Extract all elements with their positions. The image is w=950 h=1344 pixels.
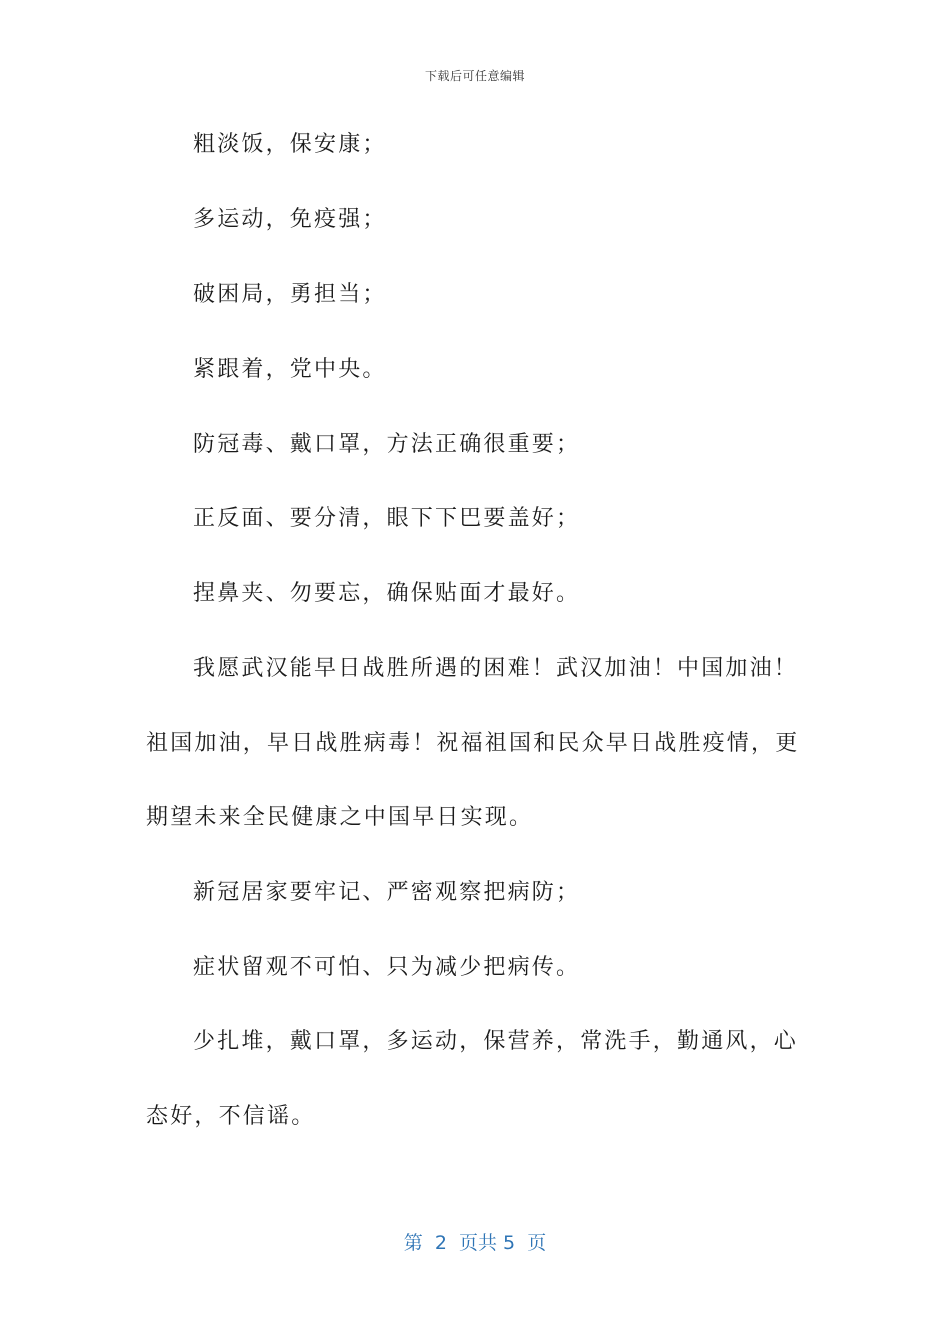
header-note: 下载后可任意编辑: [424, 69, 525, 83]
text-line: 新冠居家要牢记、严密观察把病防；: [193, 880, 581, 905]
text-line: 我愿武汉能早日战胜所遇的困难！武汉加油！中国加油！: [193, 656, 799, 681]
text-line: 粗淡饭，保安康；: [193, 132, 387, 157]
page-number-footer: 第 2 页共 5 页: [403, 1232, 547, 1254]
text-line: 期望未来全民健康之中国早日实现。: [146, 805, 534, 830]
text-line: 少扎堆，戴口罩，多运动，保营养，常洗手，勤通风，心: [193, 1029, 799, 1054]
text-line: 紧跟着，党中央。: [193, 357, 387, 382]
text-line: 破困局，勇担当；: [193, 282, 387, 307]
text-line: 多运动，免疫强；: [193, 207, 387, 232]
text-line: 祖国加油，早日战胜病毒！祝福祖国和民众早日战胜疫情，更: [146, 731, 800, 756]
text-line: 症状留观不可怕、只为减少把病传。: [193, 955, 581, 980]
text-line: 捏鼻夹、勿要忘，确保贴面才最好。: [193, 581, 581, 606]
text-line: 正反面、要分清，眼下下巴要盖好；: [193, 506, 581, 531]
text-line: 防冠毒、戴口罩，方法正确很重要；: [193, 432, 581, 457]
text-line: 态好，不信谣。: [146, 1104, 316, 1129]
